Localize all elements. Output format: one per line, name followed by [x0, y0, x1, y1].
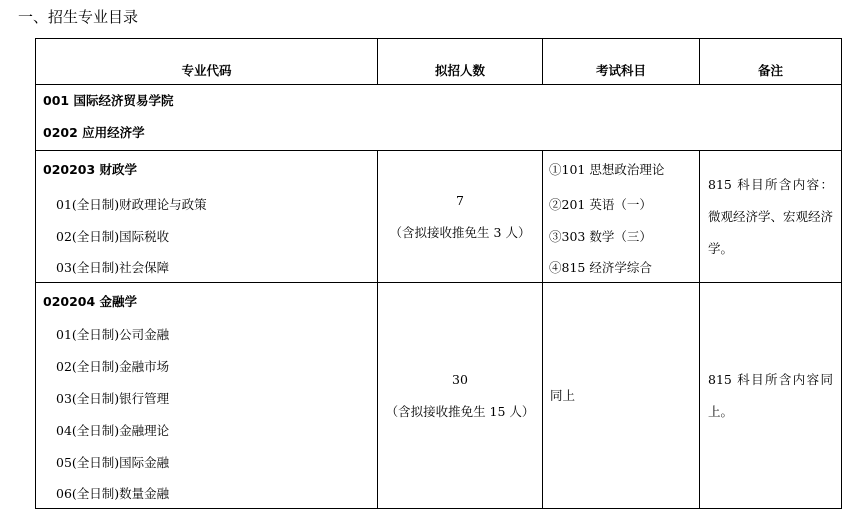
direction-item: 04(全日制)金融理论 — [56, 423, 170, 438]
subjects-same-as-above: 同上 — [550, 387, 576, 403]
direction-item: 02(全日制)国际税收 — [56, 229, 170, 244]
header-notes: 备注 — [700, 39, 842, 85]
major-code-cell — [36, 283, 378, 509]
subject-item: ①101 思想政治理论 — [549, 162, 665, 177]
subject-item: ③303 数学（三） — [549, 229, 652, 244]
section-heading: 一、招生专业目录 — [18, 8, 139, 26]
quota-value: 30 — [452, 371, 468, 387]
direction-item: 05(全日制)国际金融 — [56, 455, 170, 470]
major-row-finance-tax — [36, 151, 842, 283]
major-title: 020204 金融学 — [43, 294, 138, 309]
header-subjects: 考试科目 — [543, 39, 700, 85]
enrollment-catalog-table — [35, 38, 842, 509]
header-quota: 拟招人数 — [378, 39, 543, 85]
header-row — [36, 39, 842, 85]
quota-cell — [378, 151, 543, 283]
subject-item: ②201 英语（一） — [549, 197, 652, 212]
direction-item: 03(全日制)社会保障 — [56, 260, 170, 275]
subject-item: ④815 经济学综合 — [549, 260, 652, 275]
quota-value: 7 — [456, 192, 464, 208]
direction-item: 01(全日制)财政理论与政策 — [56, 197, 207, 212]
notes-cell — [700, 283, 842, 509]
quota-note: （含拟接收推免生 3 人） — [389, 224, 531, 240]
major-row-finance — [36, 283, 842, 509]
college-name: 001 国际经济贸易学院 — [43, 93, 174, 108]
direction-item: 03(全日制)银行管理 — [56, 391, 170, 406]
subjects-cell — [543, 151, 700, 283]
college-cell — [36, 85, 842, 151]
subjects-cell — [543, 283, 700, 509]
header-code: 专业代码 — [36, 39, 378, 85]
note-text: 815 科目所含内容：微观经济学、宏观经济学。 — [708, 176, 834, 256]
direction-item: 06(全日制)数量金融 — [56, 486, 170, 501]
major-title: 020203 财政学 — [43, 162, 138, 177]
major-code-cell — [36, 151, 378, 283]
discipline-name: 0202 应用经济学 — [43, 125, 145, 140]
college-row — [36, 85, 842, 151]
direction-item: 01(全日制)公司金融 — [56, 327, 170, 342]
notes-cell — [700, 151, 842, 283]
direction-item: 02(全日制)金融市场 — [56, 359, 170, 374]
note-text: 815 科目所含内容同上。 — [708, 371, 833, 419]
quota-cell — [378, 283, 543, 509]
quota-note: （含拟接收推免生 15 人） — [385, 403, 535, 419]
